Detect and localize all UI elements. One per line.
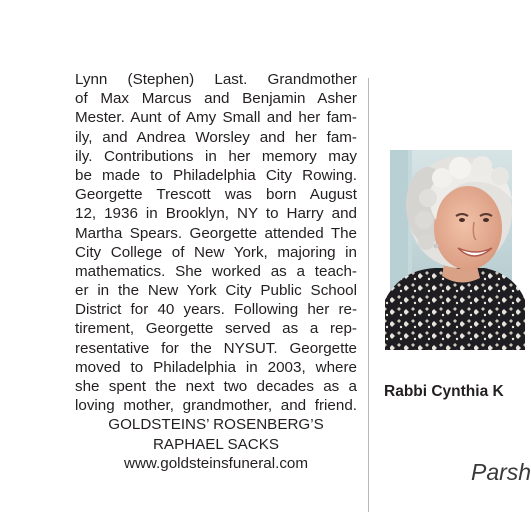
obituary-line: er in the New York City Public School: [75, 282, 357, 300]
obituary-line: Georgette Trescott was born August: [75, 186, 357, 204]
obituary-line: loving mother, grandmother, and friend.: [75, 397, 357, 415]
obituary-line: be made to Philadelphia City Rowing.: [75, 166, 357, 184]
funeral-home-website: www.goldsteinsfuneral.com: [123, 454, 309, 472]
obituary-line: ily. Contributions in her memory may: [75, 147, 357, 165]
obituary-line: 12, 1936 in Brooklyn, NY to Harry and: [75, 205, 357, 223]
obituary-line: mathematics. She worked as a teach-: [75, 262, 357, 280]
section-heading: Parsh: [471, 459, 531, 485]
obituary-line: tirement, Georgette served as a rep-: [75, 320, 357, 338]
obituary-line: Martha Spears. Georgette attended The: [75, 224, 357, 242]
obituary-line: of Max Marcus and Benjamin Asher: [75, 90, 357, 108]
obituary-line: Mester. Aunt of Amy Small and her fam-: [75, 109, 357, 127]
column-divider: [368, 78, 369, 512]
photo-caption: Rabbi Cynthia K: [384, 383, 504, 400]
obituary-line: ily, and Andrea Worsley and her fam-: [75, 128, 357, 146]
obituary-line: moved to Philadelphia in 2003, where: [75, 358, 357, 376]
obituary-line: resentative for the NYSUT. Georgette: [75, 339, 357, 357]
funeral-home-name: GOLDSTEINS’ ROSENBERG’S: [108, 416, 324, 434]
funeral-home-name: RAPHAEL SACKS: [152, 435, 280, 453]
rabbi-portrait-photo: [390, 150, 512, 350]
obituary-column: [75, 70, 357, 473]
obituary-line: Lynn (Stephen) Last. Grandmother: [75, 71, 357, 88]
obituary-line: District for 40 years. Following her re-: [75, 301, 357, 319]
obituary-line: she spent the next two decades as a: [75, 378, 357, 395]
obituary-line: City College of New York, majoring in: [75, 243, 357, 261]
